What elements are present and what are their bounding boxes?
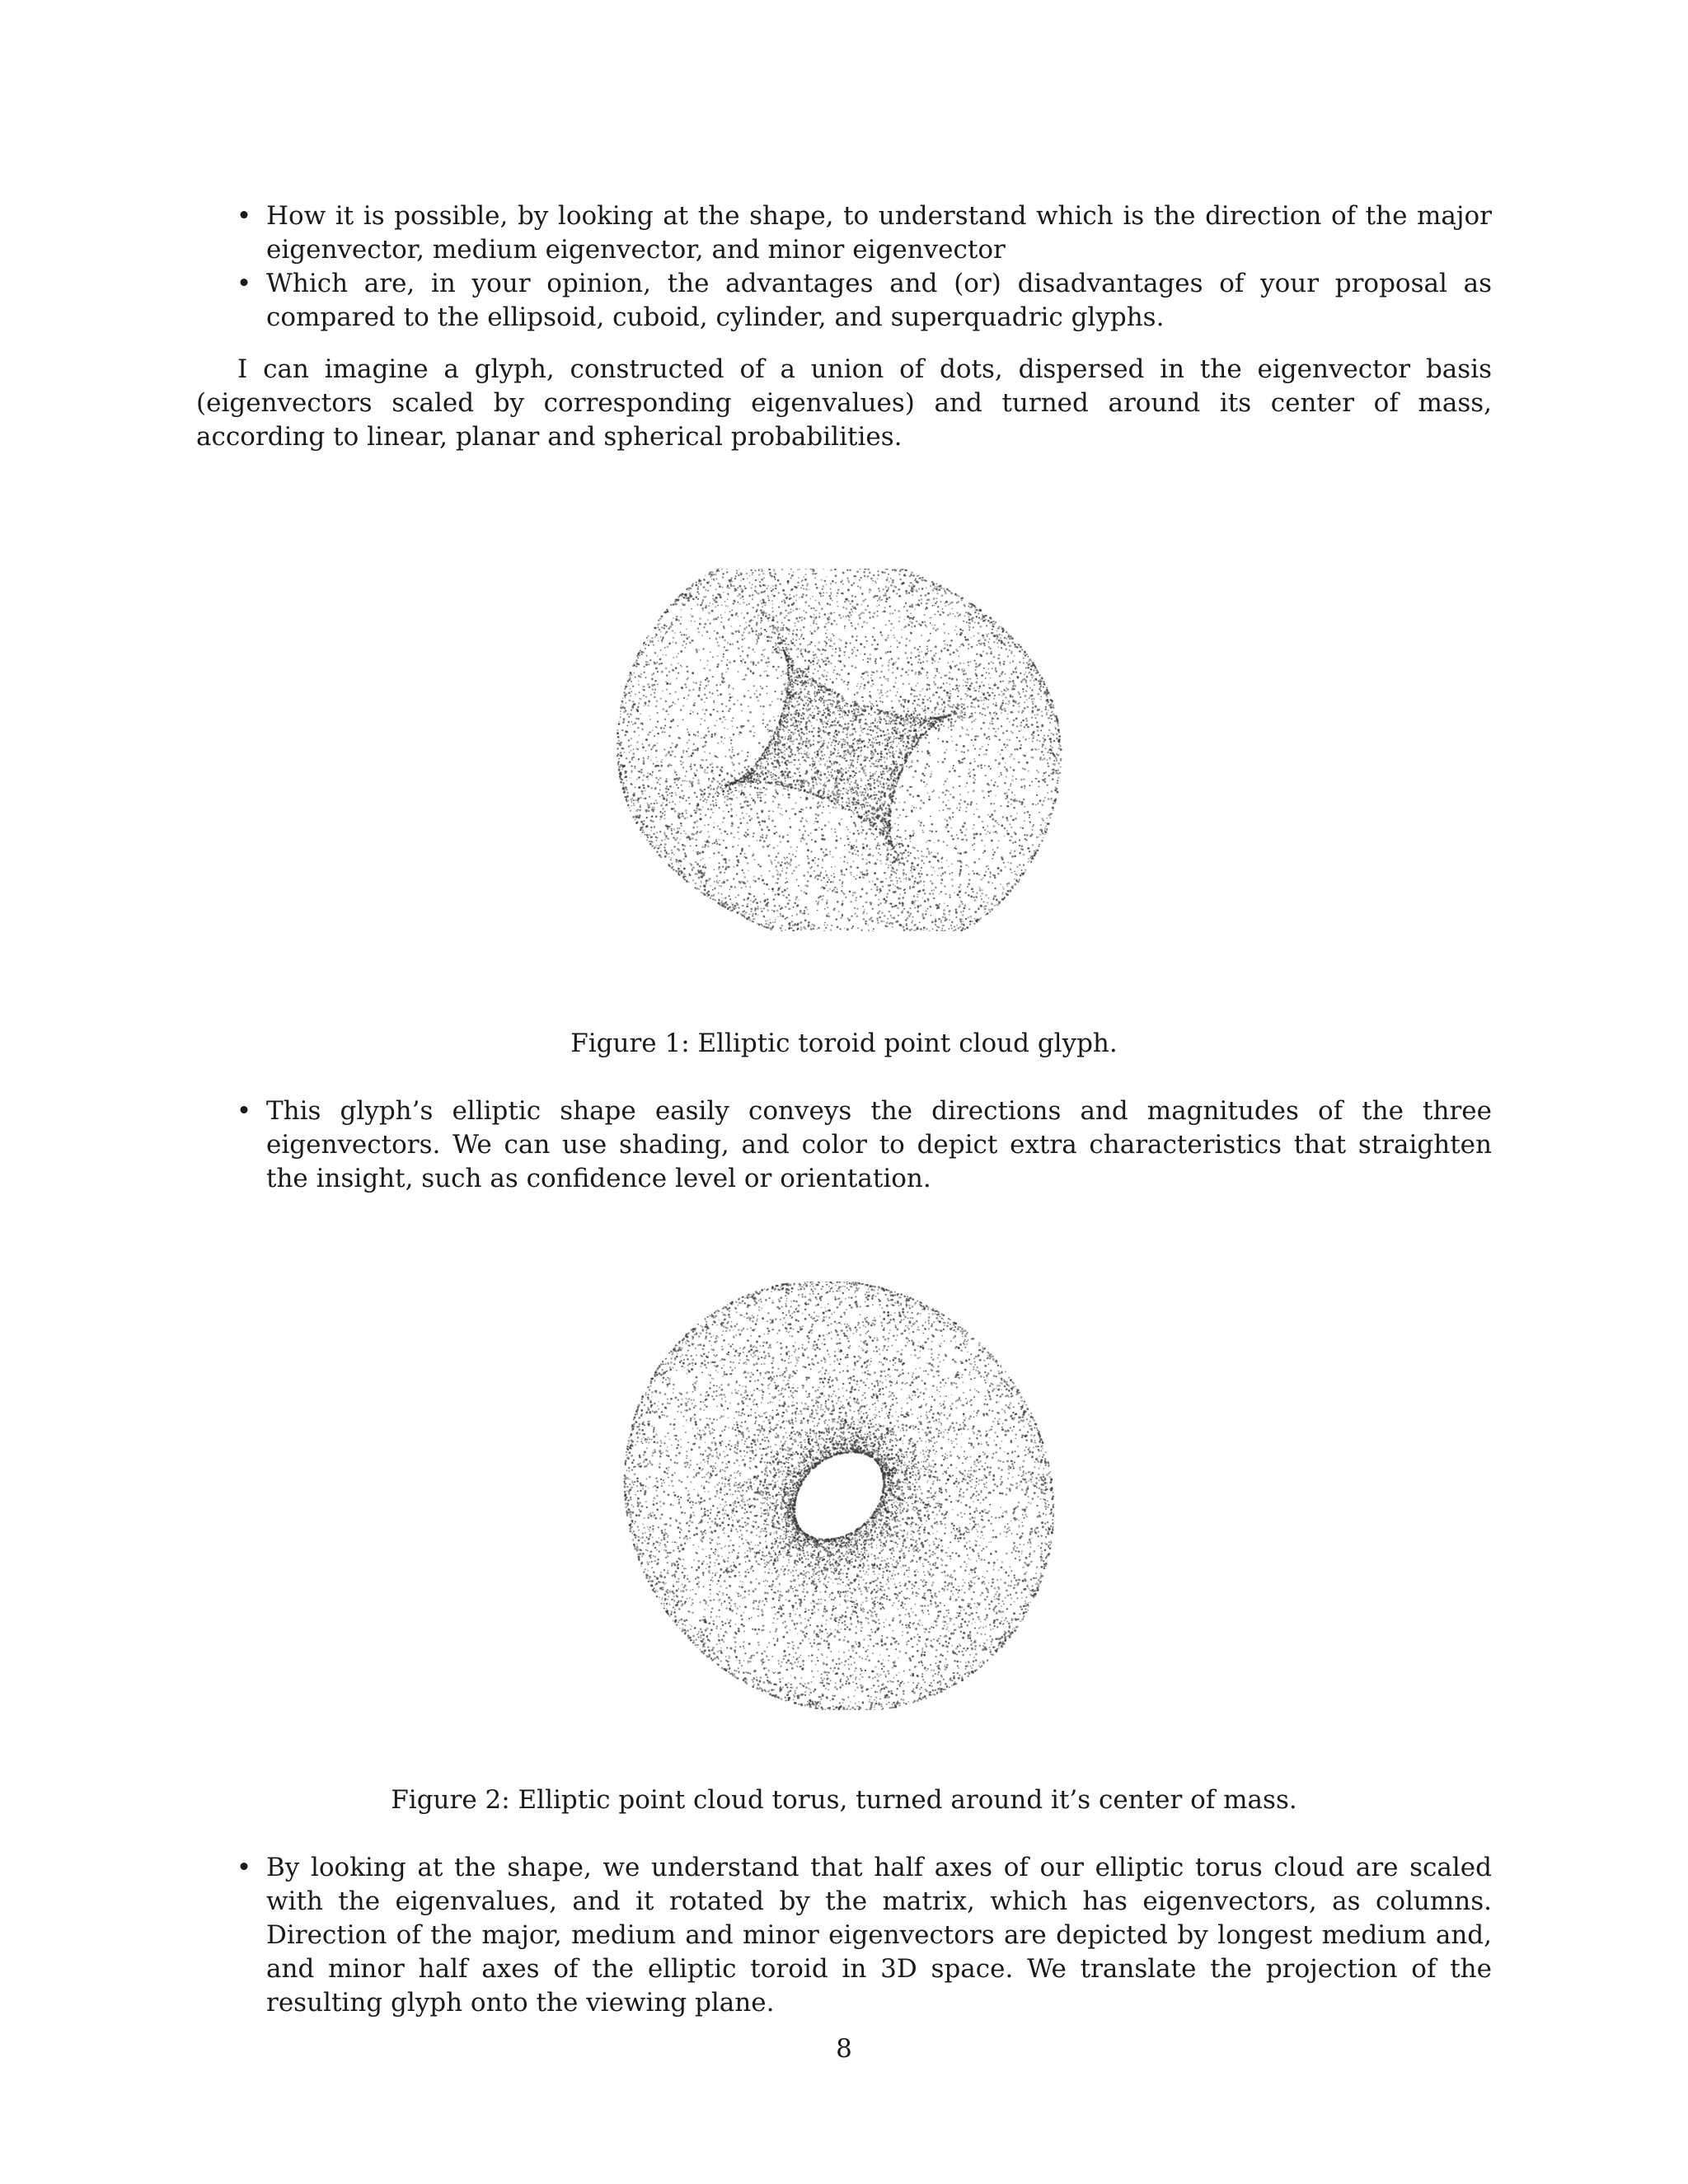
figure-2-point-cloud (0, 1282, 1688, 1710)
list-item (196, 267, 1492, 335)
top-bullet-list (196, 199, 1492, 335)
list-item (196, 199, 1492, 267)
bottom-bullet-list (196, 1851, 1492, 2020)
figure-1-caption: Figure 1: Elliptic toroid point cloud glyph. (570, 1029, 1118, 1058)
bottom-bullet-list-block (196, 1851, 1492, 2020)
list-item-text: Which are, in your opinion, the advantages and (or) disadvantages of your proposal as compared to the ellipsoid, cuboid, cylinder, and superquadric glyphs. (266, 269, 1492, 332)
list-item (196, 1094, 1492, 1196)
figure-1-point-cloud (0, 569, 1688, 931)
middle-bullet-list-block (196, 1094, 1492, 1196)
list-item-text: By looking at the shape, we understand that half axes of our elliptic torus cloud are scaled with the eigenvalues, and it rotated by the matrix, which has eigenvectors, as columns. Direction of the major, medium and minor eigenvectors are depicted by longest medium and, and minor half axes of the elliptic toroid in 3D space. We translate the projection of the resulting glyph onto the viewing plane. (266, 1853, 1492, 2018)
bullet-marker: • (236, 1096, 252, 1126)
list-item-text: How it is possible, by looking at the shape, to understand which is the direction of the major eigenvector, medium eigenvector, and minor eigenvector (266, 201, 1492, 265)
bullet-marker: • (236, 201, 252, 231)
point-cloud-dots (623, 1282, 1054, 1710)
figure-2-caption: Figure 2: Elliptic point cloud torus, turned around it’s center of mass. (391, 1785, 1297, 1815)
middle-bullet-list (196, 1094, 1492, 1196)
list-item-text: This glyph’s elliptic shape easily conveys the directions and magnitudes of the three eigenvectors. We can use shading, and color to depict extra characteristics that straighten the insight, such as confidence level or orientation. (266, 1096, 1492, 1193)
bullet-marker: • (236, 1853, 252, 1882)
point-cloud-dots (617, 569, 1062, 931)
figure-1 (0, 569, 1688, 931)
page-number: 8 (836, 2034, 852, 2064)
intro-paragraph-block (196, 353, 1492, 454)
list-item (196, 1851, 1492, 2020)
figure-2 (0, 1282, 1688, 1710)
top-bullet-list-block (196, 199, 1492, 335)
bullet-marker: • (236, 269, 252, 298)
intro-paragraph: I can imagine a glyph, constructed of a union of dots, dispersed in the eigenvector basis (eigenvectors scaled by corresponding eigenvalues) and turned around its center of mass, according to linear, planar and spherical probabilities. (196, 354, 1492, 452)
